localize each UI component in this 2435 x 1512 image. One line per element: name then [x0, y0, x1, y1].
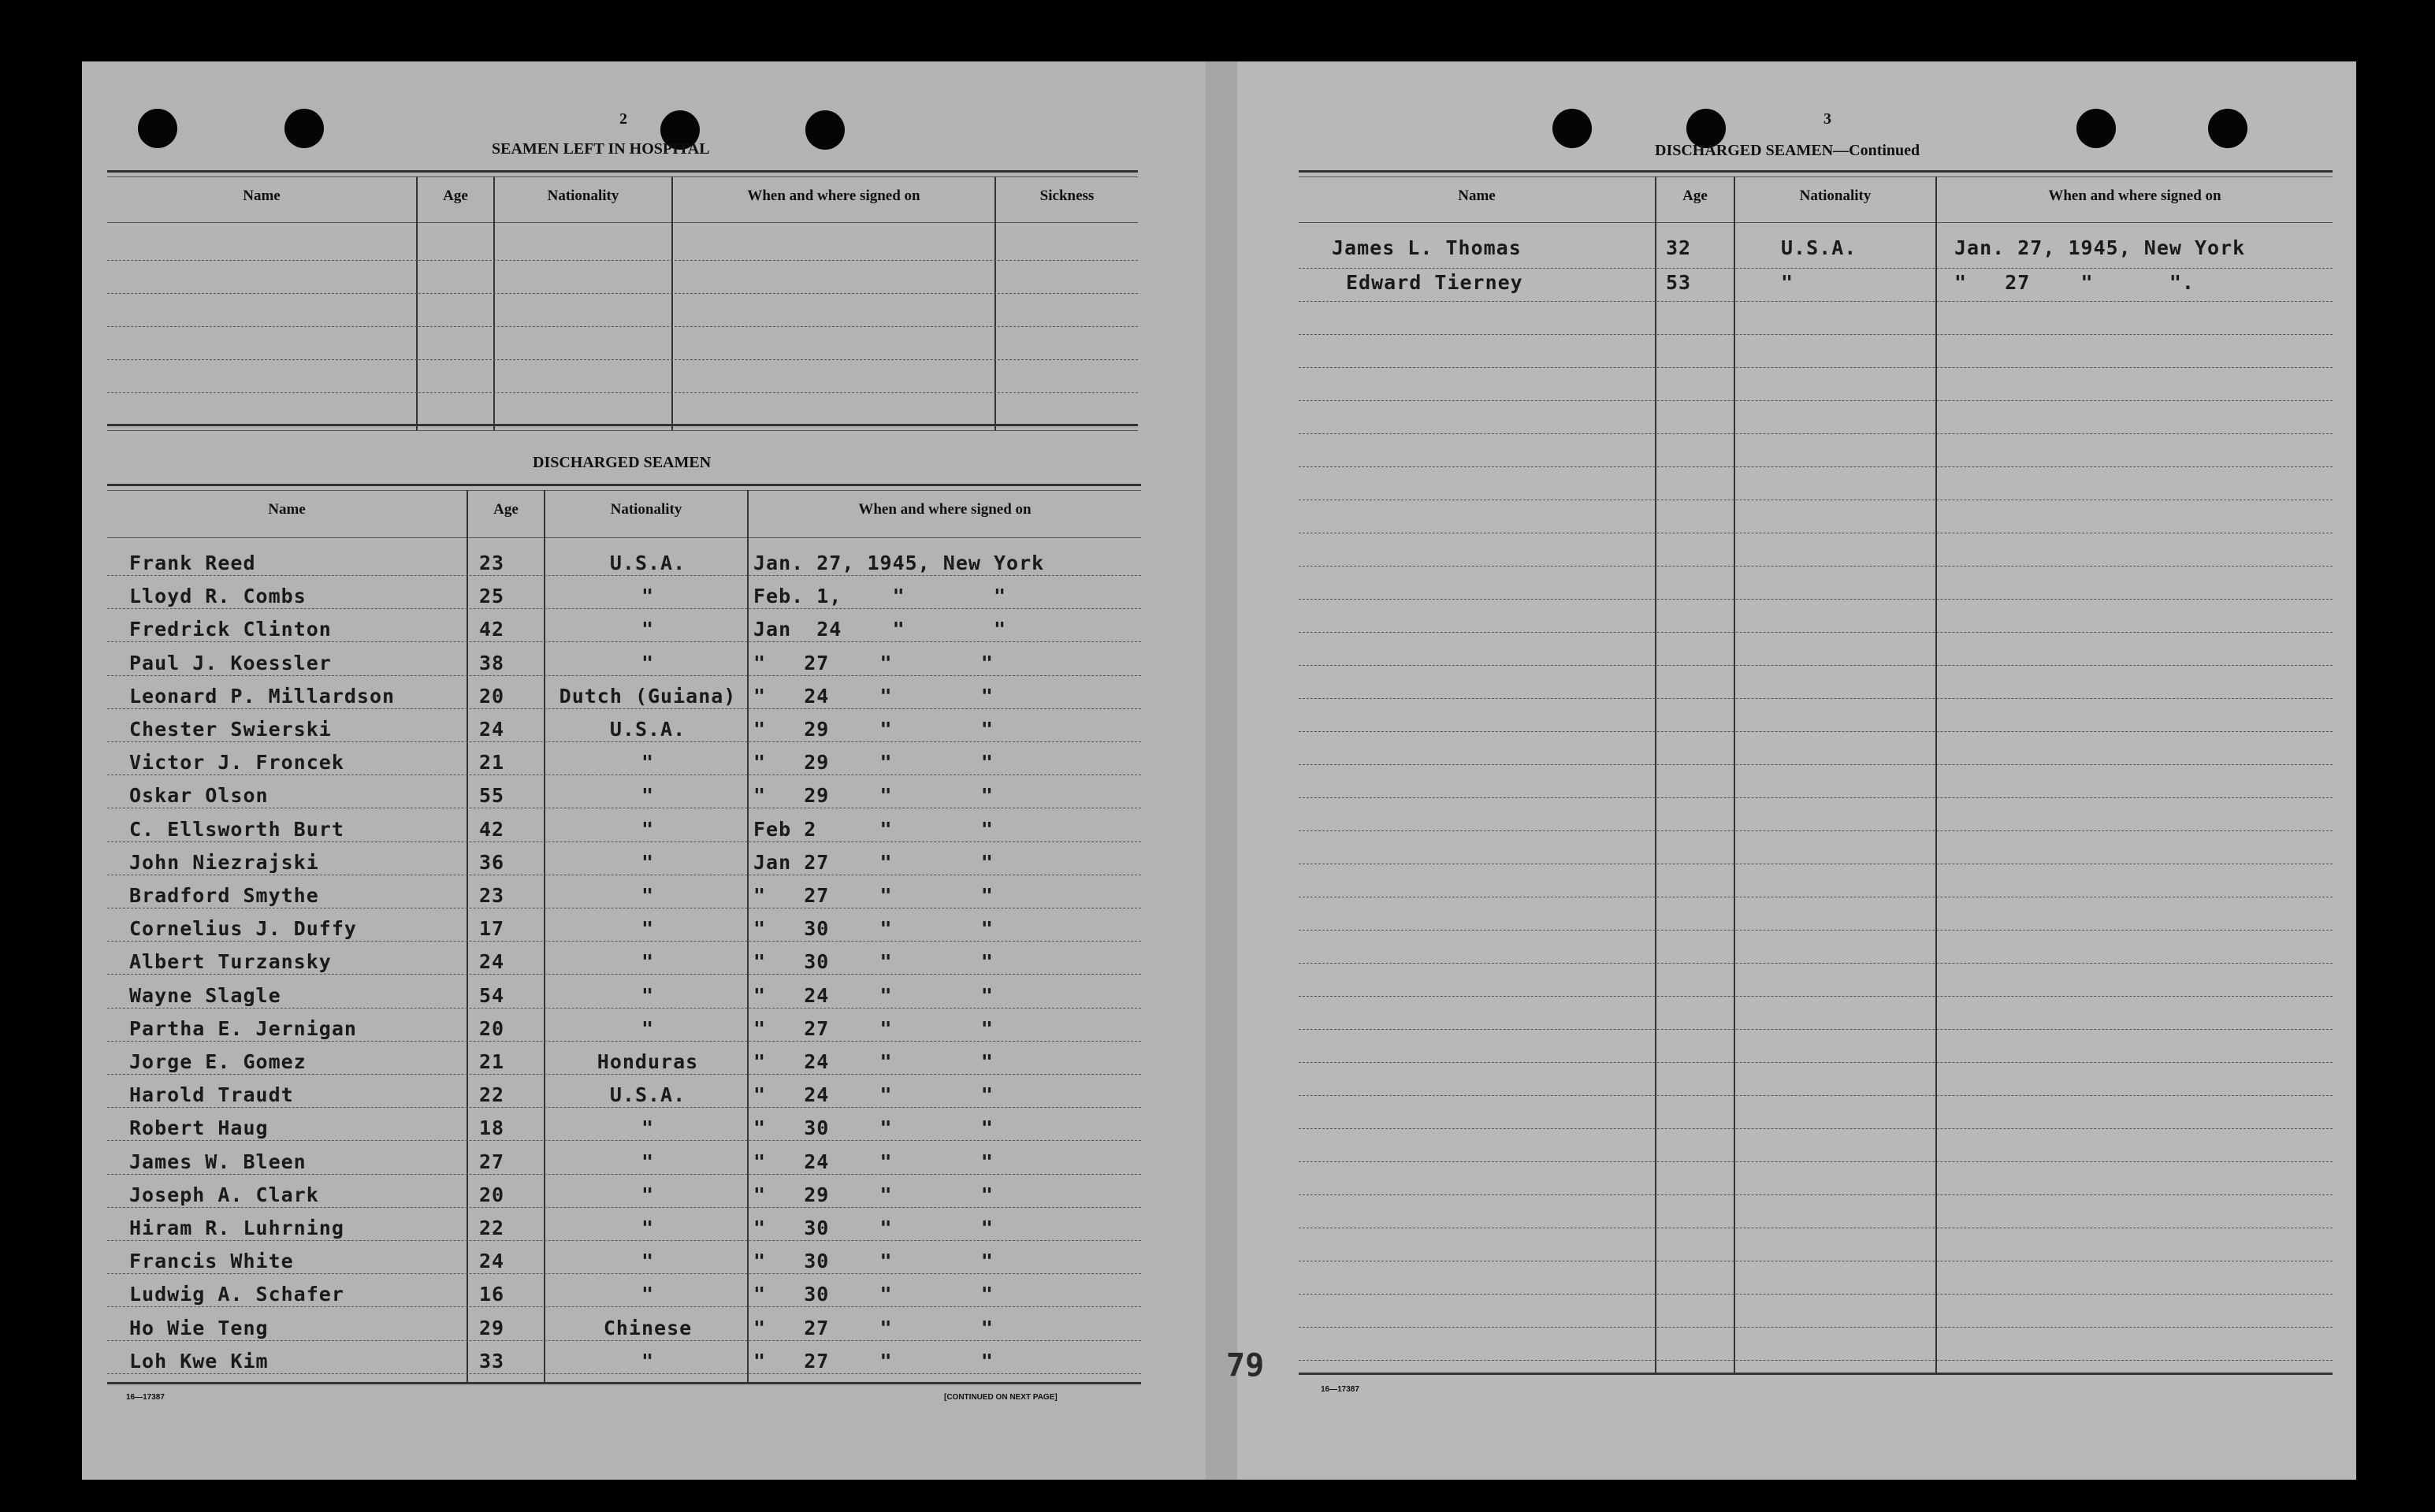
dashed-rule [1299, 797, 2333, 798]
dashed-rule [107, 1174, 1141, 1175]
rule [107, 490, 1141, 491]
cell-name: Oskar Olson [129, 784, 269, 807]
discharged-col-signed: When and where signed on [858, 501, 1032, 518]
cell-nationality: " [641, 1116, 655, 1139]
rule [107, 222, 1138, 223]
cell-name: Francis White [129, 1250, 294, 1272]
dashed-rule [107, 1041, 1141, 1042]
column-divider [467, 490, 468, 1382]
cell-nationality: Chinese [603, 1317, 693, 1339]
dashed-rule [1299, 764, 2333, 765]
right-col-nationality: Nationality [1799, 188, 1872, 204]
cell-nationality: " [641, 884, 655, 907]
cell-name: Victor J. Froncek [129, 751, 344, 774]
cell-name: Fredrick Clinton [129, 618, 332, 641]
cell-age: 42 [479, 618, 505, 641]
cell-signed: " 30 " " [753, 1217, 994, 1239]
cell-age: 24 [479, 718, 505, 741]
cell-signed: Jan 24 " " [753, 618, 1007, 641]
dashed-rule [107, 1107, 1141, 1108]
right-section-title: DISCHARGED SEAMEN—Continued [1655, 142, 1920, 159]
page-number-left: 2 [619, 110, 627, 128]
rule [1299, 1373, 2333, 1375]
column-divider [544, 490, 545, 1382]
dashed-rule [1299, 1161, 2333, 1162]
cell-name: Bradford Smythe [129, 884, 319, 907]
rule [107, 537, 1141, 538]
cell-name: Ho Wie Teng [129, 1317, 269, 1339]
cell-age: 38 [479, 652, 505, 674]
cell-nationality: " [641, 917, 655, 940]
dashed-rule [1299, 996, 2333, 997]
cell-name: Partha E. Jernigan [129, 1017, 357, 1040]
cell-name: Ludwig A. Schafer [129, 1283, 344, 1306]
cell-name: Leonard P. Millardson [129, 685, 396, 708]
page-spine [1206, 61, 1237, 1480]
cell-signed: " 29 " " [753, 784, 994, 807]
cell-name: Hiram R. Luhrning [129, 1217, 344, 1239]
dashed-rule [1299, 1029, 2333, 1030]
cell-age: 20 [479, 685, 505, 708]
dashed-rule [1299, 1095, 2333, 1096]
dashed-rule [107, 293, 1138, 294]
cell-nationality: " [641, 585, 655, 607]
cell-age: 32 [1666, 236, 1692, 259]
page-number-right: 3 [1823, 110, 1831, 128]
cell-signed: " 29 " " [753, 718, 994, 741]
dashed-rule [1299, 698, 2333, 699]
discharged-col-age: Age [493, 501, 519, 518]
cell-signed: Jan. 27, 1945, New York [753, 552, 1045, 574]
dashed-rule [107, 974, 1141, 975]
column-divider [1935, 176, 1937, 1373]
cell-nationality: U.S.A. [609, 1083, 686, 1106]
dashed-rule [1299, 400, 2333, 401]
cell-signed: " 27 " " [753, 1017, 994, 1040]
discharged-col-nationality: Nationality [610, 501, 682, 518]
cell-signed: " 30 " " [753, 950, 994, 973]
dashed-rule [107, 1340, 1141, 1341]
cell-signed: Jan 27 " " [753, 851, 994, 874]
cell-age: 23 [479, 552, 505, 574]
cell-nationality: " [641, 784, 655, 807]
dashed-rule [1299, 1128, 2333, 1129]
dashed-rule [1299, 433, 2333, 434]
right-col-signed: When and where signed on [2048, 188, 2221, 204]
column-divider [1734, 176, 1735, 1373]
cell-nationality: " [641, 851, 655, 874]
punch-hole [2208, 109, 2247, 148]
cell-age: 20 [479, 1017, 505, 1040]
cell-signed: " 27 " " [753, 1350, 994, 1373]
right-col-age: Age [1682, 188, 1708, 204]
cell-signed: " 24 " " [753, 984, 994, 1007]
cell-age: 20 [479, 1183, 505, 1206]
cell-nationality: Dutch (Guiana) [559, 685, 737, 708]
dashed-rule [107, 1273, 1141, 1274]
cell-age: 33 [479, 1350, 505, 1373]
cell-name: Frank Reed [129, 552, 256, 574]
cell-nationality: " [641, 618, 655, 641]
dashed-rule [107, 1240, 1141, 1241]
dashed-rule [1299, 963, 2333, 964]
cell-age: 55 [479, 784, 505, 807]
cell-signed: " 30 " " [753, 1116, 994, 1139]
cell-age: 24 [479, 950, 505, 973]
cell-age: 16 [479, 1283, 505, 1306]
right-col-name: Name [1458, 188, 1496, 204]
dashed-rule [1299, 599, 2333, 600]
cell-age: 22 [479, 1083, 505, 1106]
dashed-rule [1299, 1062, 2333, 1063]
cell-signed: Feb 2 " " [753, 818, 994, 841]
cell-age: 25 [479, 585, 505, 607]
cell-signed: " 29 " " [753, 751, 994, 774]
cell-signed: " 27 " " [753, 652, 994, 674]
dashed-rule [1299, 930, 2333, 931]
cell-name: Lloyd R. Combs [129, 585, 307, 607]
dashed-rule [1299, 1327, 2333, 1328]
rule [107, 484, 1141, 486]
continued-note: [CONTINUED ON NEXT PAGE] [944, 1393, 1058, 1402]
cell-name: Chester Swierski [129, 718, 332, 741]
cell-signed: " 24 " " [753, 1083, 994, 1106]
hospital-col-signed: When and where signed on [747, 188, 920, 204]
cell-nationality: " [641, 1250, 655, 1272]
dashed-rule [107, 741, 1141, 742]
dashed-rule [1299, 1194, 2333, 1195]
cell-name: Joseph A. Clark [129, 1183, 319, 1206]
cell-nationality: " [641, 818, 655, 841]
cell-name: Cornelius J. Duffy [129, 917, 357, 940]
cell-signed: " 29 " " [753, 1183, 994, 1206]
punch-hole [2076, 109, 2116, 148]
cell-name: Loh Kwe Kim [129, 1350, 269, 1373]
dashed-rule [1299, 1294, 2333, 1295]
cell-age: 21 [479, 751, 505, 774]
cell-age: 36 [479, 851, 505, 874]
dashed-rule [1299, 830, 2333, 831]
dashed-rule [107, 260, 1138, 261]
cell-name: John Niezrajski [129, 851, 319, 874]
dashed-rule [107, 608, 1141, 609]
dashed-rule [107, 941, 1141, 942]
dashed-rule [1299, 632, 2333, 633]
dashed-rule [107, 1008, 1141, 1009]
dashed-rule [107, 841, 1141, 842]
dashed-rule [1299, 301, 2333, 302]
cell-age: 17 [479, 917, 505, 940]
dashed-rule [107, 326, 1138, 327]
dashed-rule [1299, 665, 2333, 666]
dashed-rule [1299, 367, 2333, 368]
cell-age: 29 [479, 1317, 505, 1339]
cell-name: James W. Bleen [129, 1150, 307, 1173]
cell-signed: " 24 " " [753, 1050, 994, 1073]
punch-hole [805, 110, 845, 150]
dashed-rule [1299, 334, 2333, 335]
cell-name: C. Ellsworth Burt [129, 818, 344, 841]
cell-name: Paul J. Koessler [129, 652, 332, 674]
dashed-rule [107, 1207, 1141, 1208]
cell-signed: " 27 " ". [1954, 271, 2195, 294]
cell-signed: Feb. 1, " " [753, 585, 1007, 607]
cell-name: Edward Tierney [1346, 271, 1523, 294]
rule [107, 424, 1138, 426]
cell-name: Harold Traudt [129, 1083, 294, 1106]
hospital-col-sickness: Sickness [1039, 188, 1095, 204]
cell-age: 24 [479, 1250, 505, 1272]
dashed-rule [107, 1373, 1141, 1374]
dashed-rule [107, 708, 1141, 709]
cell-nationality: " [641, 1017, 655, 1040]
rule [107, 170, 1138, 173]
cell-nationality: " [641, 652, 655, 674]
cell-nationality: " [641, 1150, 655, 1173]
cell-age: 27 [479, 1150, 505, 1173]
rule [107, 176, 1138, 177]
cell-signed: " 24 " " [753, 1150, 994, 1173]
rule [107, 430, 1138, 431]
cell-name: Jorge E. Gomez [129, 1050, 307, 1073]
dashed-rule [107, 359, 1138, 360]
rule [1299, 170, 2333, 173]
hospital-section-title: SEAMEN LEFT IN HOSPITAL [492, 140, 710, 158]
cell-age: 21 [479, 1050, 505, 1073]
form-number-left: 16—17387 [126, 1393, 165, 1402]
dashed-rule [107, 575, 1141, 576]
cell-nationality: " [1781, 271, 1794, 294]
dashed-rule [1299, 466, 2333, 467]
punch-hole [1552, 109, 1592, 148]
dashed-rule [1299, 731, 2333, 732]
discharged-col-name: Name [268, 501, 306, 518]
cell-nationality: " [641, 984, 655, 1007]
dashed-rule [107, 1074, 1141, 1075]
cell-signed: " 27 " " [753, 884, 994, 907]
cell-name: Robert Haug [129, 1116, 269, 1139]
dashed-rule [1299, 1360, 2333, 1361]
cell-signed: " 30 " " [753, 1250, 994, 1272]
dashed-rule [107, 392, 1138, 393]
cell-nationality: " [641, 1183, 655, 1206]
cell-signed: " 30 " " [753, 917, 994, 940]
cell-name: Wayne Slagle [129, 984, 281, 1007]
cell-nationality: Honduras [597, 1050, 699, 1073]
form-number-right: 16—17387 [1321, 1385, 1359, 1394]
hospital-col-age: Age [443, 188, 468, 204]
cell-nationality: " [641, 1350, 655, 1373]
dashed-rule [107, 675, 1141, 676]
cell-age: 42 [479, 818, 505, 841]
cell-nationality: U.S.A. [609, 718, 686, 741]
stamp-number: 79 [1226, 1347, 1265, 1384]
column-divider [1655, 176, 1656, 1373]
cell-signed: Jan. 27, 1945, New York [1954, 236, 2246, 259]
punch-hole [284, 109, 324, 148]
dashed-rule [1299, 268, 2333, 269]
cell-name: Albert Turzansky [129, 950, 332, 973]
cell-nationality: U.S.A. [609, 552, 686, 574]
discharged-section-title: DISCHARGED SEAMEN [533, 454, 712, 471]
cell-age: 23 [479, 884, 505, 907]
dashed-rule [1299, 566, 2333, 567]
dashed-rule [107, 1140, 1141, 1141]
cell-signed: " 27 " " [753, 1317, 994, 1339]
punch-hole [138, 109, 177, 148]
cell-nationality: " [641, 950, 655, 973]
cell-age: 22 [479, 1217, 505, 1239]
hospital-col-nationality: Nationality [547, 188, 619, 204]
dashed-rule [107, 1306, 1141, 1307]
cell-nationality: " [641, 751, 655, 774]
cell-nationality: " [641, 1217, 655, 1239]
cell-signed: " 30 " " [753, 1283, 994, 1306]
rule [1299, 222, 2333, 223]
cell-nationality: U.S.A. [1781, 236, 1857, 259]
dashed-rule [107, 641, 1141, 642]
hospital-col-name: Name [243, 188, 281, 204]
cell-name: James L. Thomas [1332, 236, 1522, 259]
cell-nationality: " [641, 1283, 655, 1306]
cell-signed: " 24 " " [753, 685, 994, 708]
cell-age: 54 [479, 984, 505, 1007]
cell-age: 18 [479, 1116, 505, 1139]
cell-age: 53 [1666, 271, 1692, 294]
rule [107, 1382, 1141, 1384]
rule [1299, 176, 2333, 177]
